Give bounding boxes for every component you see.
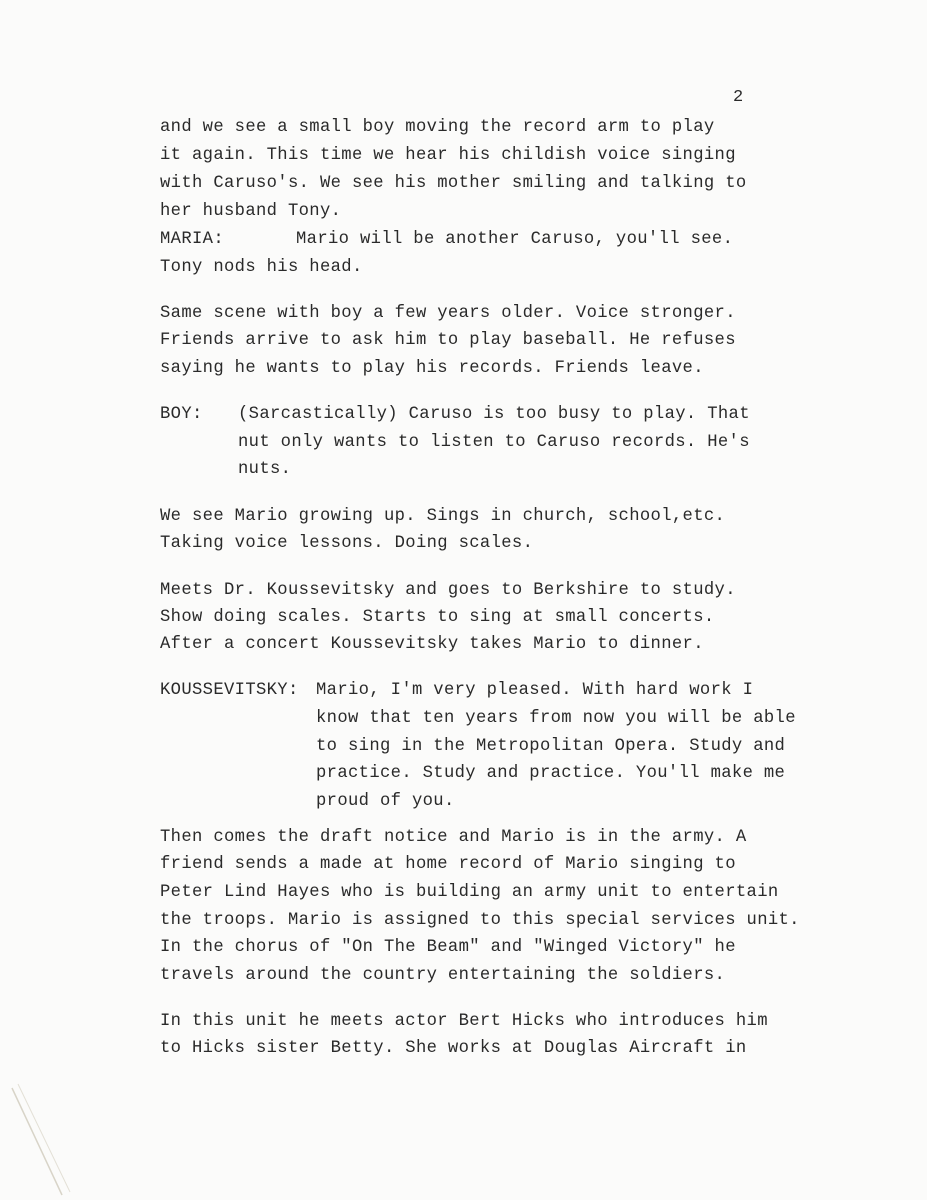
text-line: and we see a small boy moving the record arm to play — [160, 118, 715, 137]
text-line: travels around the country entertaining the soldiers. — [160, 966, 726, 985]
text-line: Taking voice lessons. Doing scales. — [160, 534, 534, 553]
dialogue-line: nut only wants to listen to Caruso records. He's — [238, 433, 750, 452]
text-line: In the chorus of "On The Beam" and "Winged Victory" he — [160, 938, 736, 957]
text-line: Meets Dr. Koussevitsky and goes to Berkshire to study. — [160, 581, 736, 600]
text-line: After a concert Koussevitsky takes Mario to dinner. — [160, 635, 704, 654]
text-line: Peter Lind Hayes who is building an army unit to entertain — [160, 883, 779, 902]
page-number: 2 — [733, 88, 744, 107]
text-line: to Hicks sister Betty. She works at Douglas Aircraft in — [160, 1039, 747, 1058]
speaker-label: MARIA: — [160, 230, 224, 249]
dialogue-line: nuts. — [238, 460, 292, 479]
text-line: her husband Tony. — [160, 202, 342, 221]
text-line: Show doing scales. Starts to sing at small concerts. — [160, 608, 715, 627]
speaker-label: BOY: — [160, 405, 203, 424]
text-line: friend sends a made at home record of Mario singing to — [160, 855, 736, 874]
text-line: Friends arrive to ask him to play baseball. He refuses — [160, 331, 736, 350]
dialogue-line: Mario, I'm very pleased. With hard work I — [316, 681, 754, 700]
text-line: We see Mario growing up. Sings in church, school,etc. — [160, 507, 726, 526]
dialogue-line: (Sarcastically) Caruso is too busy to play. That — [238, 405, 750, 424]
text-line: the troops. Mario is assigned to this special services unit. — [160, 911, 800, 930]
dialogue-line: Mario will be another Caruso, you'll see. — [296, 230, 734, 249]
text-line: Same scene with boy a few years older. Voice stronger. — [160, 304, 736, 323]
dialogue-line: know that ten years from now you will be able — [316, 709, 796, 728]
text-line: Then comes the draft notice and Mario is in the army. A — [160, 828, 747, 847]
text-line: In this unit he meets actor Bert Hicks who introduces him — [160, 1012, 768, 1031]
dialogue-line: to sing in the Metropolitan Opera. Study and — [316, 737, 786, 756]
text-line: with Caruso's. We see his mother smiling and talking to — [160, 174, 747, 193]
dialogue-line: practice. Study and practice. You'll make me — [316, 764, 786, 783]
text-line: it again. This time we hear his childish voice singing — [160, 146, 736, 165]
text-line: saying he wants to play his records. Friends leave. — [160, 359, 704, 378]
speaker-label: KOUSSEVITSKY: — [160, 681, 299, 700]
dialogue-line: proud of you. — [316, 792, 455, 811]
text-line: Tony nods his head. — [160, 258, 363, 277]
scan-artifact — [0, 1080, 80, 1200]
